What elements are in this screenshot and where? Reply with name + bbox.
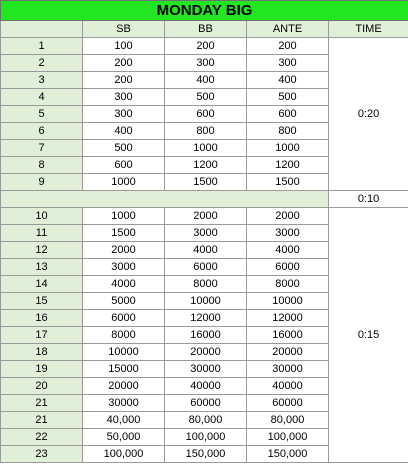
level-cell: 18 (1, 344, 83, 361)
header-bb: BB (165, 21, 247, 38)
header-time: TIME (329, 21, 408, 38)
sb-cell: 200 (83, 55, 165, 72)
ante-cell: 600 (247, 106, 329, 123)
ante-cell: 1500 (247, 174, 329, 191)
bb-cell: 1200 (165, 157, 247, 174)
sb-cell: 2000 (83, 242, 165, 259)
bb-cell: 100,000 (165, 429, 247, 446)
sb-cell: 500 (83, 140, 165, 157)
ante-cell: 150,000 (247, 446, 329, 463)
level-cell: 15 (1, 293, 83, 310)
sb-cell: 20000 (83, 378, 165, 395)
level-row (1, 208, 408, 225)
sb-cell: 100,000 (83, 446, 165, 463)
sb-cell: 10000 (83, 344, 165, 361)
sb-cell: 6000 (83, 310, 165, 327)
sb-cell: 5000 (83, 293, 165, 310)
ante-cell: 16000 (247, 327, 329, 344)
bb-cell: 600 (165, 106, 247, 123)
ante-cell: 20000 (247, 344, 329, 361)
level-cell: 22 (1, 429, 83, 446)
sb-cell: 200 (83, 72, 165, 89)
sb-cell: 3000 (83, 259, 165, 276)
ante-cell: 4000 (247, 242, 329, 259)
bb-cell: 2000 (165, 208, 247, 225)
bb-cell: 4000 (165, 242, 247, 259)
bb-cell: 10000 (165, 293, 247, 310)
ante-cell: 12000 (247, 310, 329, 327)
level-cell: 10 (1, 208, 83, 225)
title-row (1, 1, 408, 21)
bb-cell: 500 (165, 89, 247, 106)
level-cell: 3 (1, 72, 83, 89)
level-cell: 4 (1, 89, 83, 106)
bb-cell: 200 (165, 38, 247, 55)
bb-cell: 60000 (165, 395, 247, 412)
ante-cell: 1200 (247, 157, 329, 174)
sb-cell: 30000 (83, 395, 165, 412)
bb-cell: 300 (165, 55, 247, 72)
ante-cell: 500 (247, 89, 329, 106)
ante-cell: 30000 (247, 361, 329, 378)
level-cell: 8 (1, 157, 83, 174)
sb-cell: 300 (83, 106, 165, 123)
sheet-title: MONDAY BIG (1, 1, 408, 21)
level-cell: 1 (1, 38, 83, 55)
sb-cell: 1000 (83, 208, 165, 225)
level-cell: 11 (1, 225, 83, 242)
ante-cell: 10000 (247, 293, 329, 310)
header-level-cell (1, 21, 83, 38)
ante-cell: 100,000 (247, 429, 329, 446)
ante-cell: 3000 (247, 225, 329, 242)
ante-cell: 60000 (247, 395, 329, 412)
bb-cell: 16000 (165, 327, 247, 344)
bb-cell: 8000 (165, 276, 247, 293)
header-ante: ANTE (247, 21, 329, 38)
bb-cell: 12000 (165, 310, 247, 327)
sb-cell: 4000 (83, 276, 165, 293)
break-time-cell: 0:10 (329, 191, 408, 208)
level-cell: 16 (1, 310, 83, 327)
level-cell: 21 (1, 395, 83, 412)
level-cell: 20 (1, 378, 83, 395)
level-row (1, 38, 408, 55)
bb-cell: 800 (165, 123, 247, 140)
level-cell: 12 (1, 242, 83, 259)
bb-cell: 80,000 (165, 412, 247, 429)
level-cell: 23 (1, 446, 83, 463)
ante-cell: 80,000 (247, 412, 329, 429)
ante-cell: 400 (247, 72, 329, 89)
bb-cell: 1000 (165, 140, 247, 157)
ante-cell: 200 (247, 38, 329, 55)
sb-cell: 100 (83, 38, 165, 55)
level-cell: 17 (1, 327, 83, 344)
sb-cell: 600 (83, 157, 165, 174)
bb-cell: 40000 (165, 378, 247, 395)
header-sb: SB (83, 21, 165, 38)
sb-cell: 15000 (83, 361, 165, 378)
time-cell: 0:20 (329, 38, 408, 191)
ante-cell: 6000 (247, 259, 329, 276)
sb-cell: 50,000 (83, 429, 165, 446)
time-cell: 0:15 (329, 208, 408, 463)
sb-cell: 8000 (83, 327, 165, 344)
ante-cell: 800 (247, 123, 329, 140)
bb-cell: 400 (165, 72, 247, 89)
level-cell: 9 (1, 174, 83, 191)
bb-cell: 6000 (165, 259, 247, 276)
level-cell: 5 (1, 106, 83, 123)
sb-cell: 1000 (83, 174, 165, 191)
bb-cell: 30000 (165, 361, 247, 378)
sb-cell: 40,000 (83, 412, 165, 429)
ante-cell: 300 (247, 55, 329, 72)
ante-cell: 8000 (247, 276, 329, 293)
header-row (1, 21, 408, 38)
level-cell: 6 (1, 123, 83, 140)
level-cell: 7 (1, 140, 83, 157)
break-cell (1, 191, 329, 208)
bb-cell: 150,000 (165, 446, 247, 463)
sb-cell: 1500 (83, 225, 165, 242)
level-cell: 13 (1, 259, 83, 276)
level-cell: 2 (1, 55, 83, 72)
ante-cell: 2000 (247, 208, 329, 225)
bb-cell: 3000 (165, 225, 247, 242)
level-cell: 14 (1, 276, 83, 293)
level-cell: 19 (1, 361, 83, 378)
ante-cell: 1000 (247, 140, 329, 157)
ante-cell: 40000 (247, 378, 329, 395)
sb-cell: 400 (83, 123, 165, 140)
bb-cell: 1500 (165, 174, 247, 191)
sb-cell: 300 (83, 89, 165, 106)
break-row (1, 191, 408, 208)
bb-cell: 20000 (165, 344, 247, 361)
level-cell: 21 (1, 412, 83, 429)
